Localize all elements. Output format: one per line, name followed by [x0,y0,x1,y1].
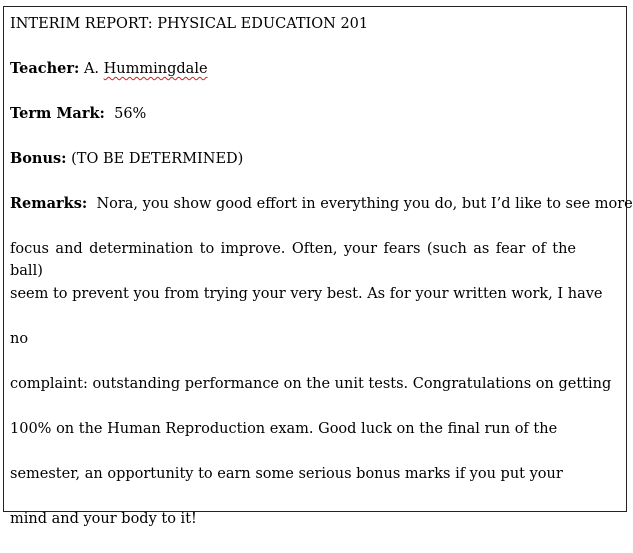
remarks-label: Remarks: [10,195,88,212]
bonus-value: (TO BE DETERMINED) [71,151,244,167]
term-mark-line [10,103,576,148]
report-title [10,13,576,58]
remarks-text-1: Nora, you show good effort in everything you do, but I’d like to see more [96,196,633,212]
remarks-text-3: seem to prevent you from trying your very best. As for your written work, I have [10,286,603,302]
remarks-line-7 [10,463,576,508]
remarks-text-2: focus and determination to improve. Often, your fears (such as fear of the ball) [10,241,576,279]
report-title-text: INTERIM REPORT: PHYSICAL EDUCATION 201 [10,16,369,32]
teacher-label: Teacher: [10,60,80,77]
remarks-line-2 [10,238,576,283]
term-mark-value: 56% [114,106,147,122]
remarks-line-4 [10,328,576,373]
remarks-line-3 [10,283,603,328]
remarks-line-8 [10,508,576,553]
remarks-line-6 [10,418,576,463]
remarks-line-5 [10,373,612,418]
remarks-line-1 [10,193,633,238]
teacher-initial: A. [83,61,100,77]
remarks-text-6: 100% on the Human Reproduction exam. Good luck on the final run of the [10,421,558,437]
remarks-text-4: no [10,331,29,347]
bonus-line [10,148,576,193]
teacher-surname: Hummingdale [103,61,208,77]
document-body [4,7,633,553]
document-frame [3,6,633,527]
remarks-text-8: mind and your body to it! [10,511,197,527]
term-mark-label: Term Mark: [10,105,105,122]
bonus-label: Bonus: [10,150,67,167]
remarks-text-7: semester, an opportunity to earn some serious bonus marks if you put your [10,466,563,482]
teacher-line [10,58,576,103]
remarks-text-5: complaint: outstanding performance on the unit tests. Congratulations on getting [10,376,612,392]
